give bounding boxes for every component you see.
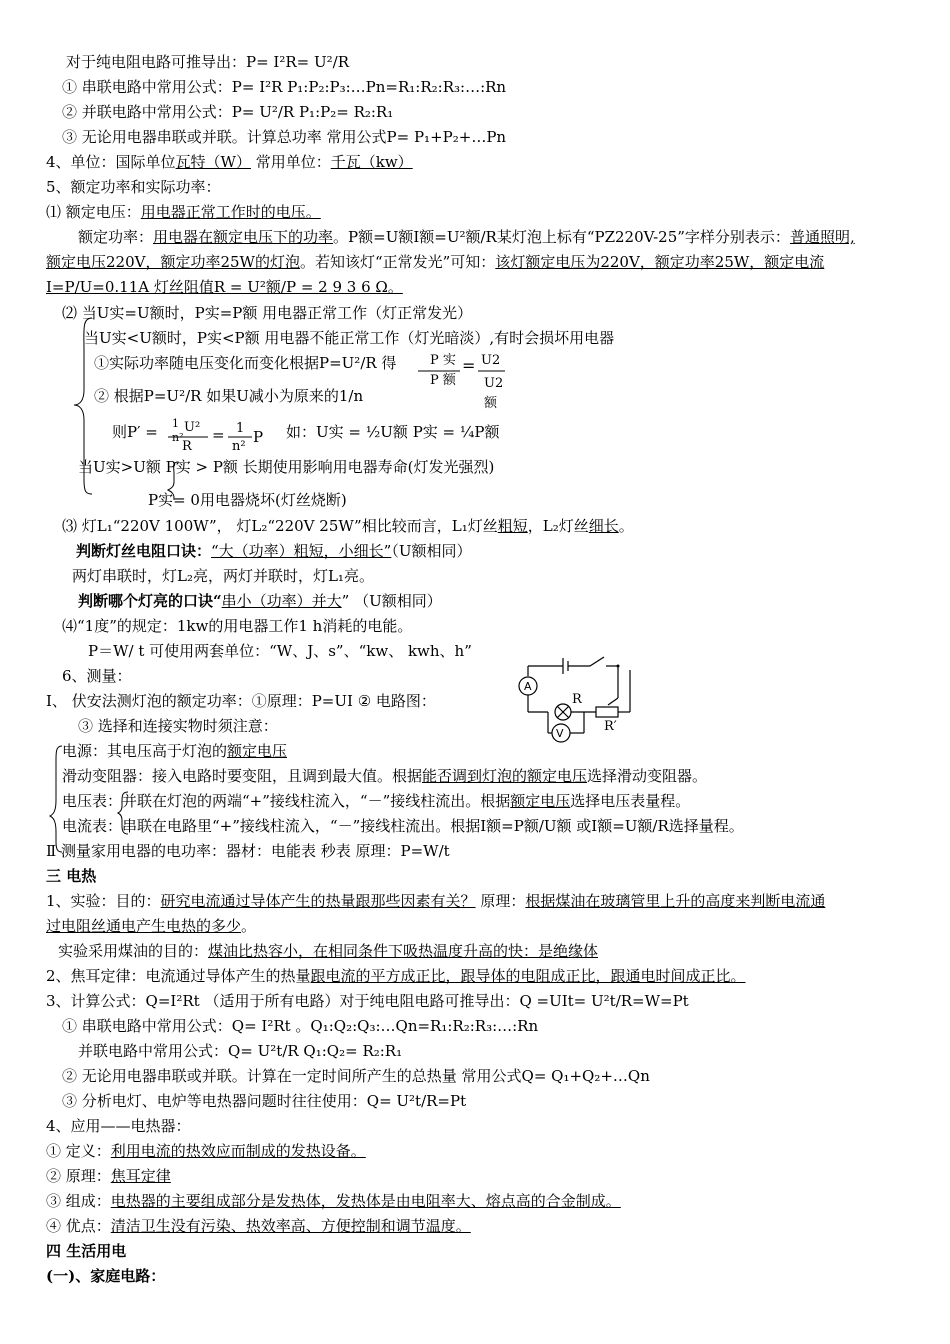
fraction-p-rated: P 额 [430,373,456,388]
common-unit-label: 常用单位： [250,153,331,171]
lamp-compare-a: ⑶ 灯L₁“220V 100W”， 灯L₂“220V 25W”相比较而言，L₁灯丝 [62,517,498,535]
line-heater-composition [46,1191,621,1211]
voltmeter-text-b: 额定电压 [510,792,571,810]
line-pure-resistance: 对于纯电阻电路可推导出：P= I²R= U²/R [66,53,350,71]
heater-def: 利用电流的热效应而制成的发热设备。 [110,1142,366,1160]
heater-composition-label: ③ 组成： [46,1192,111,1210]
heading-electric-heat: 三 电热 [46,867,97,885]
rated-voltage-label: ⑴ 额定电压： [46,203,141,221]
brightness-rule: 串小（功率）并大 [221,592,342,610]
resistor-label: R [572,692,582,707]
si-unit: 瓦特（W） [175,153,251,171]
line-heat-parallel: 并联电路中常用公式：Q= U²t/R Q₁:Q₂= R₂:R₁ [78,1042,403,1060]
heater-composition: 电热器的主要组成部分是发热体，发热体是由电阻率大、熔点高的合金制成。 [110,1192,621,1210]
frac-r: R [182,439,192,454]
line-series-formula: ① 串联电路中常用公式：P= I²R P₁:P₂:P₃:…Pn=R₁:R₂:R₃:…:Rn [62,78,507,96]
fraction-equals: = [462,356,476,375]
experiment-principle-label: 原理： [475,892,526,910]
power-source-rated: 额定电压 [227,742,288,760]
voltmeter-text-c: 选择电压表量程。 [570,792,691,810]
lamp-compare-e: 。 [618,517,634,535]
line-joule-law [46,966,746,986]
heading-home-circuit: (一)、家庭电路： [46,1267,166,1285]
heater-advantages-label: ④ 优点： [46,1217,111,1235]
voltmeter-text-a: 电压表：并联在灯泡的两端“+”接线柱流入，“－”接线柱流出。根据 [62,792,511,810]
rheostat-text-a: 滑动变阻器：接入电路时要变阻，且调到最大值。根据 [62,767,423,785]
line-voltammetry: Ⅰ、 伏安法测灯泡的额定功率：①原理：P=UI ② 电路图： [46,692,436,710]
line-total-power: ③ 无论用电器串联或并联。计算总功率 常用公式P= P₁+P₂+…Pn [62,128,507,146]
common-unit: 千瓦（kw） [330,153,413,171]
frac-one-b: 1 [236,421,245,436]
fraction-u2: U2 [481,353,501,368]
line-burnt: P实= 0用电器烧坏(灯丝烧断) [148,491,347,509]
line-power-source [62,741,287,761]
ammeter-icon: A [524,680,532,693]
frac-n2: n² [172,431,184,444]
rated-voltage-def: 用电器正常工作时的电压。 [140,203,321,221]
line-wiring-notes: ③ 选择和连接实物时须注意： [78,717,278,735]
frac-one: 1 [172,417,179,430]
joule-law-label: 2、焦耳定律：电流通过导体产生的热量 [46,967,311,985]
line-heater-heading: 4、应用——电热器： [46,1117,191,1135]
experiment-aim: 研究电流通过导体产生的热量跟那些因素有关？ [160,892,476,910]
brightness-rule-note: ” （U额相同） [341,592,442,610]
line-dim-work: 当U实<U额时，P实<P额 用电器不能正常工作（灯光暗淡）,有时会损坏用电器 [84,329,615,347]
line-rheostat [62,766,707,786]
joule-law-text: 跟电流的平方成正比，跟导体的电阻成正比，跟通电时间成正比。 [310,967,746,985]
fraction-rated-label: 额 [484,396,498,411]
experiment-principle: 根据煤油在玻璃管里上升的高度来判断电流通 [525,892,826,910]
fraction-p-real: P 实 [430,353,456,368]
units-label: 4、单位：国际单位 [46,153,176,171]
frac-equals-2: = [212,426,225,444]
line-heat-total: ② 无论用电器串联或并联。计算在一定时间所产生的总热量 常用公式Q= Q₁+Q₂+…Qn [62,1067,650,1085]
heading-household-electricity: 四 生活用电 [46,1242,127,1260]
line-kerosene [58,941,598,961]
line-heater-def [46,1141,366,1161]
line-resistance-value: I=P/U=0.11A 灯丝阻值R = U²额/P = 2 9 3 6 Ω。 [46,278,403,296]
line-experiment [46,891,825,911]
heater-def-label: ① 定义： [46,1142,111,1160]
line-voltage-reduce: ② 根据P=U²/R 如果U减小为原来的1/n [94,387,364,405]
fraction-u2-rated: U2 [484,376,504,391]
line-heater-advantages [46,1216,471,1236]
frac-n2-b: n² [232,439,246,454]
lamp-thin-long: 细长 [588,517,619,535]
rheostat-label: R′ [604,719,617,734]
line-series-parallel-brightness: 两灯串联时，灯L₂亮，两灯并联时，灯L₁亮。 [72,567,374,585]
line-normal-work: ⑵ 当U实=U额时，P实=P额 用电器正常工作（灯正常发光） [62,304,473,322]
line-household-measure: Ⅱ 测量家用电器的电功率：器材：电能表 秒表 原理：P=W/t [46,842,450,860]
line-measure: 6、测量： [62,667,132,685]
line-heater-principle [46,1166,171,1186]
heater-principle: 焦耳定律 [110,1167,171,1185]
frac-u2r: U² [184,420,201,435]
rated-power-label: 额定功率： [78,228,154,246]
line-voltmeter [62,791,690,811]
line-parallel-formula: ② 并联电路中常用公式：P= U²/R P₁:P₂= R₂:R₁ [62,103,394,121]
line-kwh-def: ⑷“1度”的规定：1kw的用电器工作1 h消耗的电能。 [62,617,413,635]
rated-power-def: 用电器在额定电压下的功率 [153,228,334,246]
kerosene-reason: 煤油比热容小，在相同条件下吸热温度升高的快：是绝缘体 [208,942,599,960]
rheostat-text-c: 选择滑动变阻器。 [587,767,708,785]
lamp-thick-short: 粗短 [497,517,528,535]
kerosene-label: 实验采用煤油的目的： [58,942,209,960]
rated-example-b: 。若知该灯“正常发光”可知： [299,253,496,271]
line-experiment-cont [46,916,256,936]
rated-example-c: 该灯额定电压为220V，额定功率25W，额定电流 [495,253,825,271]
brightness-rule-label: 判断哪个灯亮的口诀“ [78,592,222,610]
lamp-compare-c: ，L₂灯丝 [527,517,589,535]
experiment-end: 。 [241,917,257,935]
line-example-half: 如：U实 = ½U额 P实 = ¼P额 [286,423,500,441]
heater-advantages: 清洁卫生没有污染、热效率高、方便控制和调节温度。 [110,1217,471,1235]
line-over-voltage: 当U实>U额 P实 > P额 长期使用影响用电器寿命(灯发光强烈) [78,458,495,476]
rheostat-text-b: 能否调到灯泡的额定电压 [422,767,588,785]
line-actual-power-ratio: ①实际功率随电压变化而变化根据P=U²/R 得 [94,354,397,372]
filament-rule-label: 判断灯丝电阻口诀： [76,542,212,560]
filament-rule: “大（功率）粗短，小细长” [211,542,392,560]
line-heat-formula: 3、计算公式：Q=I²Rt （适用于所有电路）对于纯电阻电路可推导出：Q =UIt= U²t/R=W=Pt [46,992,689,1010]
voltmeter-icon: V [556,727,564,740]
frac-p: P [253,428,264,446]
power-source-text: 电源：其电压高于灯泡的 [62,742,228,760]
experiment-principle-cont: 过电阻丝通电产生电热的多少 [46,917,242,935]
filament-rule-note: （U额相同） [391,542,472,560]
line-heat-series: ① 串联电路中常用公式：Q= I²Rt 。Q₁:Q₂:Q₃:…Qn=R₁:R₂:R₃:…:Rn [62,1017,539,1035]
rated-power-meaning: 普通照明, [789,228,855,246]
line-units-sets: P＝W/ t 可使用两套单位：“W、J、s”、“kw、 kwh、h” [88,642,472,660]
rated-power-formula: 。P额=U额I额=U²额/R某灯泡上标有“PZ220V-25”字样分别表示： [333,228,790,246]
heater-principle-label: ② 原理： [46,1167,111,1185]
line-rated-heading: 5、额定功率和实际功率： [46,178,221,196]
experiment-label: 1、实验：目的： [46,892,161,910]
line-heat-lamp: ③ 分析电灯、电炉等电热器问题时往往使用：Q= U²t/R=Pt [62,1092,467,1110]
rated-example-a: 额定电压220V，额定功率25W的灯泡 [46,253,300,271]
line-power-scaled: 则P′ = [112,423,158,441]
line-ammeter: 电流表：串联在电路里“+”接线柱流入，“－”接线柱流出。根据I额=P额/U额 或I额=U额/R选择量程。 [62,817,744,835]
